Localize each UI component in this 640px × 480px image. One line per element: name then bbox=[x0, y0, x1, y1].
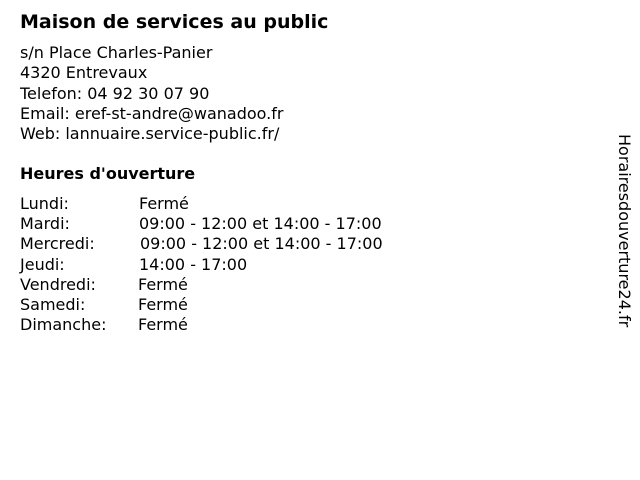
day-label: Dimanche: bbox=[20, 315, 107, 335]
day-label: Lundi: bbox=[20, 194, 69, 213]
day-hours: Fermé bbox=[138, 274, 188, 294]
day-hours: 14:00 - 17:00 bbox=[139, 254, 248, 274]
street-address: s/n Place Charles-Panier bbox=[20, 43, 213, 62]
day-hours: Fermé bbox=[139, 194, 189, 213]
day-label: Samedi: bbox=[20, 294, 86, 314]
day-label: Jeudi: bbox=[20, 254, 65, 274]
address-block bbox=[20, 43, 283, 144]
day-hours: 09:00 - 12:00 et 14:00 - 17:00 bbox=[139, 214, 382, 234]
day-label: Vendredi: bbox=[20, 274, 96, 294]
day-hours: Fermé bbox=[138, 315, 188, 335]
day-label: Mercredi: bbox=[20, 234, 95, 254]
hours-heading: Heures d'ouverture bbox=[20, 164, 196, 183]
day-hours: 09:00 - 12:00 et 14:00 - 17:00 bbox=[140, 234, 383, 254]
city-address: 4320 Entrevaux bbox=[20, 63, 148, 83]
page-title: Maison de services au public bbox=[20, 11, 329, 33]
website-link: Web: lannuaire.service-public.fr/ bbox=[20, 124, 280, 144]
day-hours: Fermé bbox=[138, 294, 188, 314]
day-label: Mardi: bbox=[20, 214, 70, 234]
email-address: Email: eref-st-andre@wanadoo.fr bbox=[20, 103, 284, 123]
site-watermark: Horairesdouverture24.fr bbox=[615, 134, 634, 328]
phone-number: Telefon: 04 92 30 07 90 bbox=[20, 83, 210, 103]
